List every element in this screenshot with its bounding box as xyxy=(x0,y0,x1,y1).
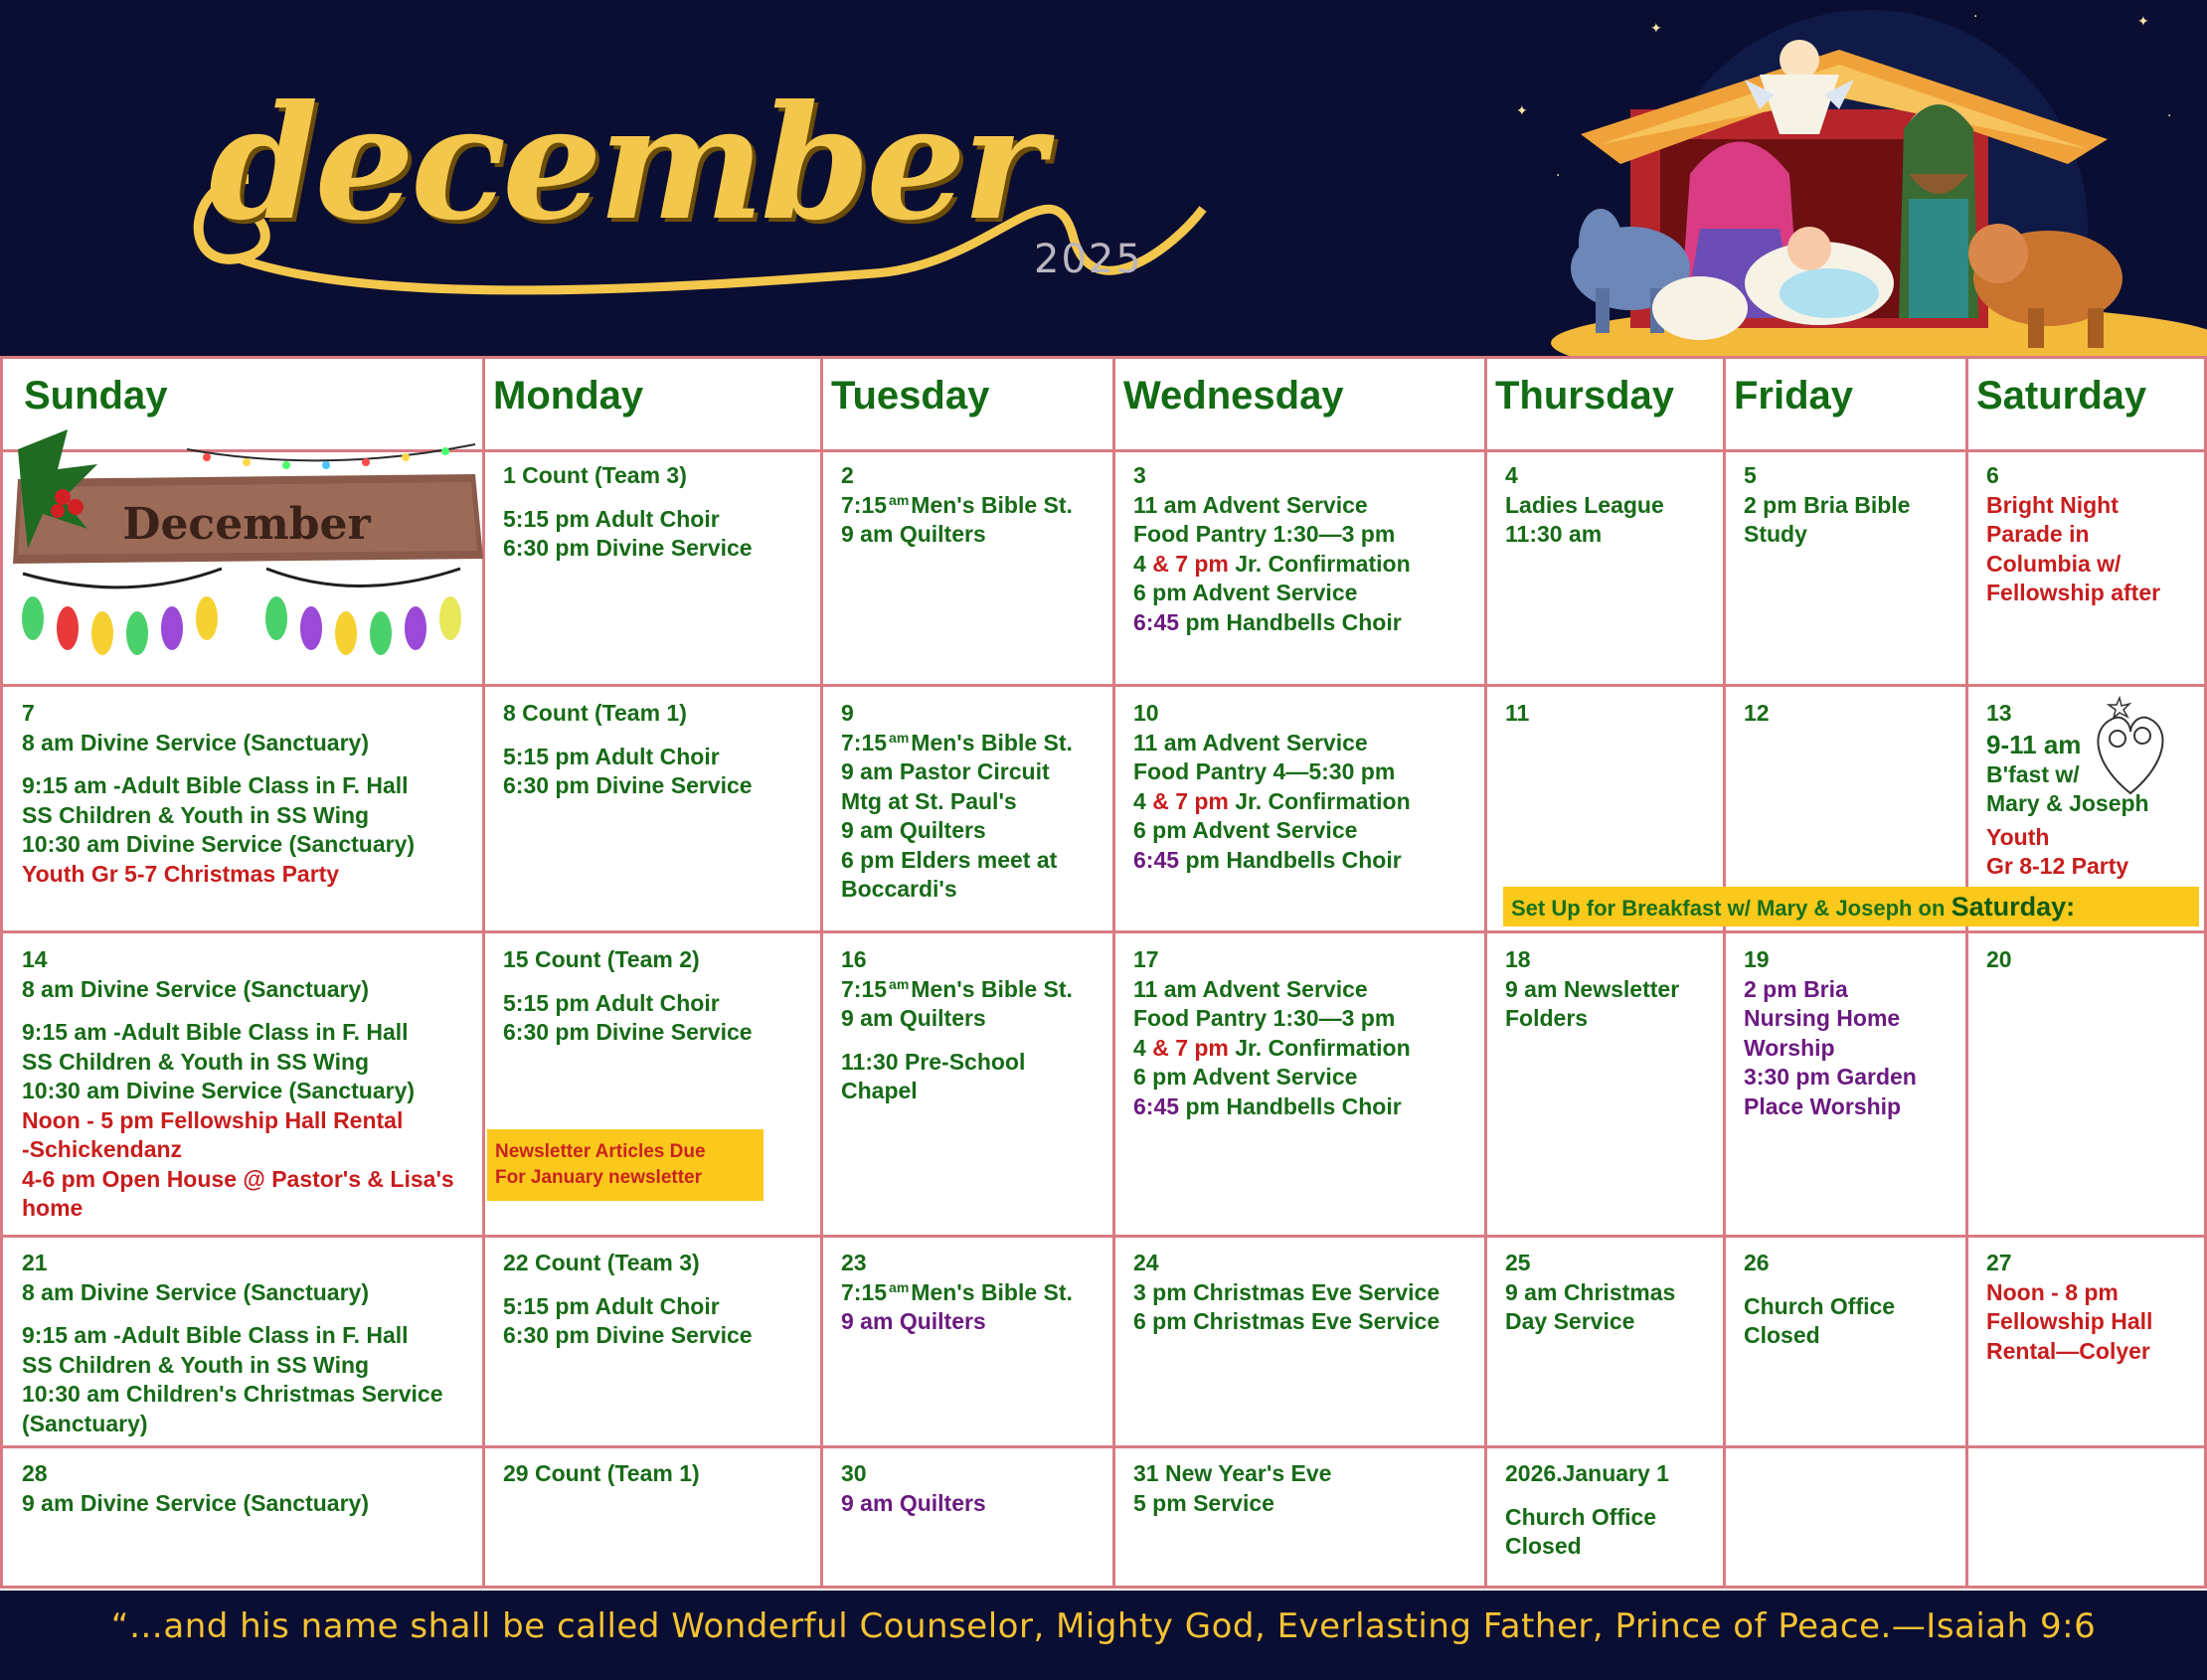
star-icon: ✦ xyxy=(1650,21,1662,37)
note-line: Newsletter Articles Due xyxy=(495,1141,706,1162)
cell-line: 2026.January 1 xyxy=(1505,1460,1669,1486)
day-cell-10 xyxy=(1113,691,1421,875)
cell-line: 11 am Advent Service xyxy=(1133,975,1368,1002)
day-number: 21 xyxy=(22,1250,48,1275)
day-number: 2 xyxy=(841,462,854,488)
day-cell-18 xyxy=(1485,937,1689,1034)
holy-family-icon xyxy=(2088,684,2173,801)
day-number: 14 xyxy=(22,946,48,972)
cell-line: 11:30 am xyxy=(1505,521,1603,547)
sign-text: December xyxy=(122,499,371,550)
event-text: Men's Bible St. xyxy=(911,491,1073,518)
star-icon: ✦ xyxy=(2137,14,2149,30)
cell-spacer xyxy=(1505,1489,1669,1503)
cell-line: 9 am Quilters xyxy=(841,1308,986,1334)
day-number: 4 xyxy=(1505,462,1518,488)
time-label: 6:45 xyxy=(1133,608,1180,635)
day-number: 3 xyxy=(1133,462,1146,488)
banner-text: Set Up for Breakfast w/ Mary & Joseph on xyxy=(1511,896,1946,921)
cell-line: home xyxy=(22,1195,84,1221)
grid-line xyxy=(0,1235,2207,1238)
cell-line: 9 am Quilters xyxy=(841,817,986,843)
cell-line: 9 am Quilters xyxy=(841,1489,986,1516)
cell-line: Youth Gr 5-7 Christmas Party xyxy=(22,860,340,887)
cell-line: Parade in xyxy=(1986,521,2090,547)
day-number: 17 xyxy=(1133,946,1159,972)
day-cell-29 xyxy=(483,1451,710,1489)
day-cell-14 xyxy=(2,937,464,1224)
day-number: 26 xyxy=(1744,1250,1770,1275)
cell-line: Youth xyxy=(1986,823,2050,850)
time-label: 4 xyxy=(1133,550,1146,577)
cell-line xyxy=(841,975,1073,1005)
day-cell-23 xyxy=(821,1241,1083,1337)
cell-line: 29 Count (Team 1) xyxy=(503,1460,700,1486)
cell-line: 10:30 am Divine Service (Sanctuary) xyxy=(22,1078,416,1103)
day-cell-jan-1 xyxy=(1485,1451,1679,1562)
calendar-header xyxy=(0,0,2207,358)
grid-line xyxy=(0,930,2207,933)
time-label: 7:15 xyxy=(841,975,888,1002)
day-number: 12 xyxy=(1744,700,1770,726)
event-text: Jr. Confirmation xyxy=(1235,787,1411,814)
cell-spacer xyxy=(503,729,753,743)
cell-line: 10:30 am Children's Christmas Service xyxy=(22,1381,443,1407)
day-cell-28 xyxy=(2,1451,379,1518)
day-cell-17 xyxy=(1113,937,1421,1121)
day-number: 6 xyxy=(1986,462,1999,488)
time-label: 7:15 xyxy=(841,1278,888,1305)
cell-spacer xyxy=(503,1278,753,1292)
cell-line: Columbia w/ xyxy=(1986,550,2122,577)
day-number: 27 xyxy=(1986,1250,2012,1275)
day-cell-16 xyxy=(821,937,1083,1106)
cell-line: Food Pantry 1:30—3 pm xyxy=(1133,1005,1396,1031)
grid-line xyxy=(0,1445,2207,1448)
time-label: 4 xyxy=(1133,787,1146,814)
event-text: Jr. Confirmation xyxy=(1235,550,1411,577)
day-number: 16 xyxy=(841,946,867,972)
weekday-thursday: Thursday xyxy=(1495,374,1675,418)
cell-line: Noon - 5 pm Fellowship Hall Rental xyxy=(22,1106,404,1133)
day-cell-31 xyxy=(1113,1451,1341,1518)
event-text: pm Handbells Choir xyxy=(1185,608,1402,635)
cell-line: 5:15 pm Adult Choir xyxy=(503,989,720,1016)
day-cell-6 xyxy=(1966,453,2170,608)
year-label: 2025 xyxy=(1034,237,1143,282)
star-icon: ✦ xyxy=(1516,103,1528,119)
cell-line: 9 am Christmas xyxy=(1505,1278,1676,1305)
cell-line: 2 pm Bria xyxy=(1744,975,1848,1002)
cell-line: Mary & Joseph xyxy=(1986,790,2149,816)
day-cell-25 xyxy=(1485,1241,1685,1337)
cell-line: 9:15 am -Adult Bible Class in F. Hall xyxy=(22,1322,409,1348)
cell-line: Closed xyxy=(1744,1322,1820,1348)
day-cell-22 xyxy=(483,1241,763,1351)
day-cell-19 xyxy=(1724,937,1927,1121)
event-text: Jr. Confirmation xyxy=(1235,1034,1411,1061)
cell-line xyxy=(1133,1034,1411,1064)
cell-spacer xyxy=(22,1307,443,1321)
cell-line xyxy=(841,729,1073,758)
cell-line: Chapel xyxy=(841,1078,918,1103)
day-cell-15 xyxy=(483,937,763,1048)
cell-line: 9 am Divine Service (Sanctuary) xyxy=(22,1489,369,1516)
cell-line: SS Children & Youth in SS Wing xyxy=(22,1351,370,1378)
cell-line: 2 pm Bria Bible xyxy=(1744,491,1911,518)
day-number: 10 xyxy=(1133,700,1159,726)
grid-line xyxy=(0,356,2207,359)
star-icon: · xyxy=(1556,168,1561,184)
day-number: 23 xyxy=(841,1250,867,1275)
cell-line: 1 Count (Team 3) xyxy=(503,462,687,488)
cell-spacer xyxy=(1744,1278,1895,1292)
cell-line: 6 pm Advent Service xyxy=(1133,817,1358,843)
cell-spacer xyxy=(503,975,753,989)
cell-line: Rental—Colyer xyxy=(1986,1337,2150,1364)
day-cell-3 xyxy=(1113,453,1421,637)
day-cell-4 xyxy=(1485,453,1674,550)
cell-line: Food Pantry 1:30—3 pm xyxy=(1133,521,1396,547)
cell-line: SS Children & Youth in SS Wing xyxy=(22,801,370,828)
day-number: 30 xyxy=(841,1460,867,1486)
cell-line: 3 pm Christmas Eve Service xyxy=(1133,1278,1441,1305)
cell-line xyxy=(1133,846,1411,876)
time-label: & 7 pm xyxy=(1152,550,1229,577)
banner-emphasis: Saturday: xyxy=(1951,892,2076,922)
grid-line xyxy=(0,1586,2207,1589)
cell-line: Ladies League xyxy=(1505,491,1664,518)
cell-line: Day Service xyxy=(1505,1308,1635,1334)
cell-line: 6:30 pm Divine Service xyxy=(503,1322,753,1348)
cell-line: Study xyxy=(1744,521,1807,547)
star-icon: · xyxy=(2167,108,2172,124)
cell-line: 6:30 pm Divine Service xyxy=(503,535,753,561)
day-cell-1 xyxy=(483,453,763,564)
cell-line: 5:15 pm Adult Choir xyxy=(503,1292,720,1319)
event-text: Men's Bible St. xyxy=(911,729,1073,756)
cell-line: 6:30 pm Divine Service xyxy=(503,1019,753,1045)
cell-line xyxy=(1133,550,1411,580)
day-number: 25 xyxy=(1505,1250,1531,1275)
cell-line: 6 pm Advent Service xyxy=(1133,1064,1358,1090)
time-label: 7:15 xyxy=(841,729,888,756)
cell-line: 8 am Divine Service (Sanctuary) xyxy=(22,729,369,756)
event-text: pm Handbells Choir xyxy=(1185,1092,1402,1119)
event-text: pm Handbells Choir xyxy=(1185,846,1402,873)
weekday-saturday: Saturday xyxy=(1976,374,2147,418)
day-number: 7 xyxy=(22,700,35,726)
footer-verse: “…and his name shall be called Wonderful Counselor, Mighty God, Everlasting Father, Prince of Peace.—Isaiah 9:6 xyxy=(110,1606,2097,1646)
day-cell-20 xyxy=(1966,937,2022,975)
cell-line: Place Worship xyxy=(1744,1092,1902,1119)
cell-line: 6 pm Christmas Eve Service xyxy=(1133,1308,1441,1334)
time-label: & 7 pm xyxy=(1152,787,1229,814)
cell-line: 11:30 Pre-School xyxy=(841,1048,1026,1075)
nativity-illustration xyxy=(1511,0,2207,358)
cell-line: Worship xyxy=(1744,1034,1835,1061)
cell-line xyxy=(841,491,1073,521)
cell-line: 9 am Pastor Circuit xyxy=(841,758,1050,784)
weekday-monday: Monday xyxy=(493,374,644,418)
day-number: 24 xyxy=(1133,1250,1159,1275)
time-label: 4 xyxy=(1133,1034,1146,1061)
cell-line: Folders xyxy=(1505,1005,1589,1031)
cell-line: 8 Count (Team 1) xyxy=(503,700,687,726)
weekday-tuesday: Tuesday xyxy=(831,374,990,418)
grid-line xyxy=(0,684,2207,687)
day-cell-26 xyxy=(1724,1241,1905,1351)
time-label: 6:45 xyxy=(1133,846,1180,873)
cell-spacer xyxy=(22,757,415,771)
cell-line: Church Office xyxy=(1744,1292,1896,1319)
cell-line xyxy=(841,1278,1073,1308)
time-label: & 7 pm xyxy=(1152,1034,1229,1061)
cell-line: 11 am Advent Service xyxy=(1133,491,1368,518)
ampm-label: am xyxy=(889,491,910,508)
day-cell-5 xyxy=(1724,453,1920,550)
cell-line: 9:15 am -Adult Bible Class in F. Hall xyxy=(22,1019,409,1045)
cell-line: 8 am Divine Service (Sanctuary) xyxy=(22,1278,369,1305)
note-line: For January newsletter xyxy=(495,1167,703,1188)
cell-line: Nursing Home xyxy=(1744,1005,1901,1031)
weekday-friday: Friday xyxy=(1734,374,1854,418)
cell-spacer xyxy=(841,1034,1073,1048)
cell-line: 6 pm Elders meet at xyxy=(841,846,1058,873)
cell-line: 6:30 pm Divine Service xyxy=(503,772,753,798)
day-cell-9 xyxy=(821,691,1083,905)
day-cell-30 xyxy=(821,1451,996,1518)
time-label: 7:15 xyxy=(841,491,888,518)
day-number: 9 xyxy=(841,700,854,726)
star-icon: · xyxy=(1973,9,1978,25)
cell-line: 31 New Year's Eve xyxy=(1133,1460,1332,1486)
cell-line: Noon - 8 pm xyxy=(1986,1278,2119,1305)
cell-line: 10:30 am Divine Service (Sanctuary) xyxy=(22,831,416,857)
cell-line: Boccardi's xyxy=(841,876,957,902)
cell-line: 5 pm Service xyxy=(1133,1489,1274,1516)
day-number: 11 xyxy=(1505,700,1530,726)
cell-line: 15 Count (Team 2) xyxy=(503,946,700,972)
cell-line: 9 am Quilters xyxy=(841,521,986,547)
cell-line: 9 am Newsletter xyxy=(1505,975,1680,1002)
cell-spacer xyxy=(22,1004,454,1018)
cell-line: Church Office xyxy=(1505,1503,1657,1530)
day-number: 19 xyxy=(1744,946,1770,972)
cell-line xyxy=(1133,787,1411,817)
day-cell-8 xyxy=(483,691,763,801)
day-cell-11 xyxy=(1485,691,1539,729)
cell-line: B'fast w/ xyxy=(1986,760,2080,787)
day-number: 20 xyxy=(1986,946,2012,972)
december-sign-decoration xyxy=(8,429,485,673)
day-number: 13 xyxy=(1986,700,2012,726)
event-text: Men's Bible St. xyxy=(911,975,1073,1002)
cell-line: 11 am Advent Service xyxy=(1133,729,1368,756)
cell-line xyxy=(1133,608,1411,638)
footer-verse-bar xyxy=(0,1591,2207,1680)
day-cell-27 xyxy=(1966,1241,2162,1366)
ampm-label: am xyxy=(889,975,910,992)
cell-line: 8 am Divine Service (Sanctuary) xyxy=(22,975,369,1002)
time-label: 6:45 xyxy=(1133,1092,1180,1119)
cell-line: SS Children & Youth in SS Wing xyxy=(22,1048,370,1075)
day-number: 18 xyxy=(1505,946,1531,972)
cell-line: 9 am Quilters xyxy=(841,1005,986,1031)
cell-line: 4-6 pm Open House @ Pastor's & Lisa's xyxy=(22,1165,454,1192)
cell-line: -Schickendanz xyxy=(22,1136,183,1162)
cell-line: 22 Count (Team 3) xyxy=(503,1250,700,1275)
cell-line: 6 pm Advent Service xyxy=(1133,580,1358,605)
event-time: 9-11 am xyxy=(1986,729,2082,759)
day-number: 28 xyxy=(22,1460,48,1486)
cell-line: Closed xyxy=(1505,1533,1582,1559)
cell-line: 5:15 pm Adult Choir xyxy=(503,743,720,769)
day-cell-12 xyxy=(1724,691,1780,729)
cell-line xyxy=(1133,1092,1411,1122)
cell-line: 5:15 pm Adult Choir xyxy=(503,505,720,532)
cell-spacer xyxy=(503,491,753,505)
ampm-label: am xyxy=(889,729,910,746)
day-cell-24 xyxy=(1113,1241,1449,1337)
cell-line: Mtg at St. Paul's xyxy=(841,787,1017,814)
cell-line: Bright Night xyxy=(1986,491,2119,518)
cell-line: 3:30 pm Garden xyxy=(1744,1064,1917,1090)
cell-line: 9:15 am -Adult Bible Class in F. Hall xyxy=(22,772,409,798)
cell-line: Fellowship after xyxy=(1986,580,2161,605)
cell-line: Gr 8-12 Party xyxy=(1986,853,2129,879)
day-cell-7 xyxy=(2,691,424,889)
ampm-label: am xyxy=(889,1278,910,1295)
weekday-sunday: Sunday xyxy=(24,374,168,418)
cell-line: Fellowship Hall xyxy=(1986,1308,2153,1334)
day-number: 5 xyxy=(1744,462,1757,488)
day-cell-21 xyxy=(2,1241,453,1438)
month-title: december xyxy=(209,72,1042,255)
event-text: Men's Bible St. xyxy=(911,1278,1073,1305)
cell-line: (Sanctuary) xyxy=(22,1410,148,1436)
setup-breakfast-banner xyxy=(1503,887,2199,926)
weekday-wednesday: Wednesday xyxy=(1123,374,1344,418)
cell-line: Food Pantry 4—5:30 pm xyxy=(1133,758,1396,784)
day-cell-2 xyxy=(821,453,1083,550)
newsletter-articles-note xyxy=(487,1129,764,1201)
